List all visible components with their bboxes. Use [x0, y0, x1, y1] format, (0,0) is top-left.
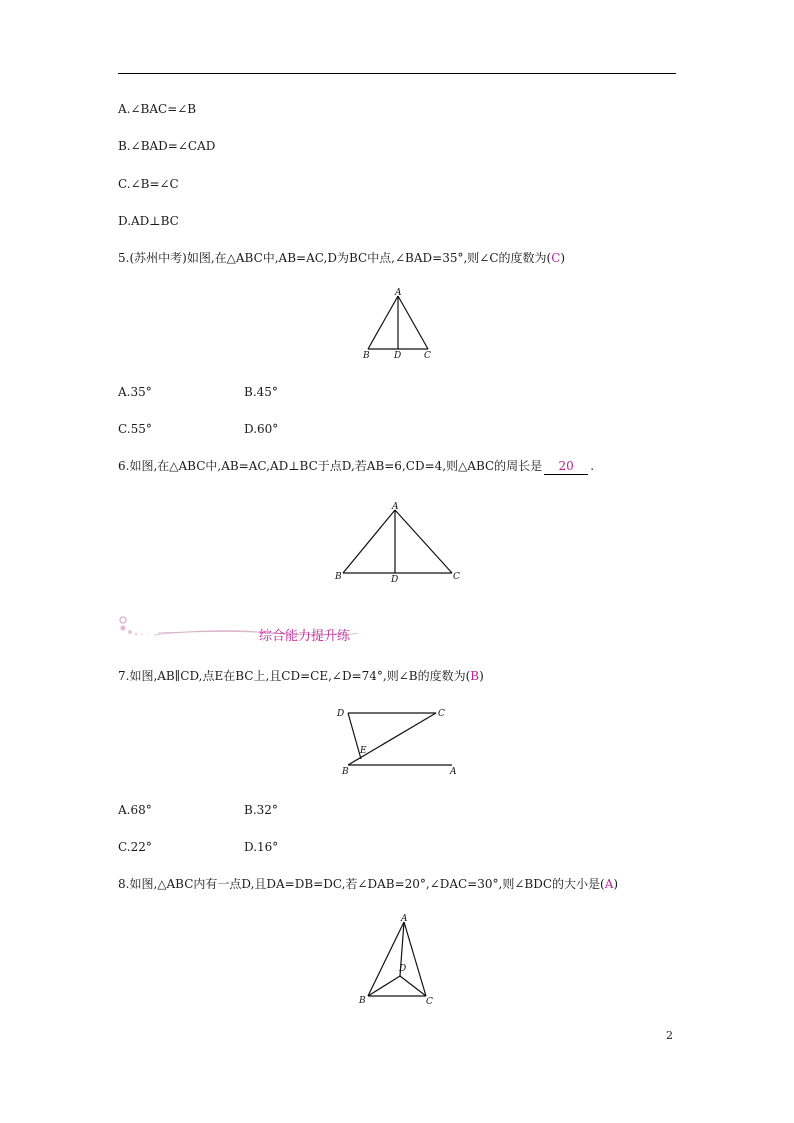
q4-option-b: B.∠BAD=∠CAD: [118, 139, 216, 153]
q8-label-b: B: [359, 996, 366, 1006]
header-rule: [118, 73, 676, 74]
q6-question: [118, 458, 594, 475]
q6-label-c: C: [453, 572, 460, 582]
section-title: 综合能力提升练: [259, 629, 351, 644]
q7-label-a: A: [450, 767, 457, 777]
q6-answer-blank: 20: [544, 458, 588, 475]
q5-option-d: D.60°: [244, 422, 279, 436]
q8-label-a: A: [401, 914, 408, 924]
q7-option-c: C.22°: [118, 840, 152, 854]
q7-text: 7.如图,AB∥CD,点E在BC上,且CD=CE,∠D=74°,则∠B的度数为(: [118, 669, 471, 683]
q5-close: ): [560, 251, 566, 265]
q8-label-c: C: [426, 997, 433, 1007]
q4-option-a: A.∠BAC=∠B: [118, 102, 197, 116]
q5-label-a: A: [395, 288, 402, 298]
q7-figure: [334, 704, 464, 778]
q5-question: [118, 250, 565, 266]
q5-option-b: B.45°: [244, 385, 278, 399]
q5-label-c: C: [424, 351, 431, 361]
q7-label-b: B: [342, 767, 349, 777]
q5-option-a: A.35°: [118, 385, 152, 399]
q7-option-a: A.68°: [118, 803, 152, 817]
q4-option-c: C.∠B=∠C: [118, 177, 179, 191]
q6-text: 6.如图,在△ABC中,AB=AC,AD⊥BC于点D,若AB=6,CD=4,则△ABC的周长是: [118, 459, 543, 473]
q7-question: [118, 668, 484, 684]
q5-label-d: D: [394, 351, 402, 361]
q8-figure: [352, 912, 442, 1008]
q6-figure: [330, 500, 466, 588]
q5-answer: C: [551, 251, 561, 265]
q7-label-d: D: [337, 709, 345, 719]
q7-option-d: D.16°: [244, 840, 279, 854]
q5-text: 5.(苏州中考)如图,在△ABC中,AB=AC,D为BC中点,∠BAD=35°,则∠C的度数为(: [118, 251, 552, 265]
q5-figure: [360, 286, 440, 362]
q5-option-c: C.55°: [118, 422, 152, 436]
page-number: 2: [666, 1029, 673, 1042]
q5-label-b: B: [363, 351, 370, 361]
q7-label-e: E: [360, 746, 367, 756]
q6-label-d: D: [391, 575, 399, 585]
q6-label-b: B: [335, 572, 342, 582]
q6-label-a: A: [392, 502, 399, 512]
q8-text: 8.如图,△ABC内有一点D,且DA=DB=DC,若∠DAB=20°,∠DAC=30°,则∠BDC的大小是(: [118, 877, 605, 891]
q7-label-c: C: [438, 709, 445, 719]
q8-answer: A: [604, 877, 614, 891]
q7-answer: B: [470, 669, 480, 683]
q7-close: ): [479, 669, 484, 683]
q4-option-d: D.AD⊥BC: [118, 214, 179, 228]
q7-option-b: B.32°: [244, 803, 278, 817]
q8-close: ): [613, 877, 619, 891]
q8-label-d: D: [399, 964, 407, 974]
q6-end: .: [590, 459, 595, 473]
q8-question: [118, 876, 618, 892]
